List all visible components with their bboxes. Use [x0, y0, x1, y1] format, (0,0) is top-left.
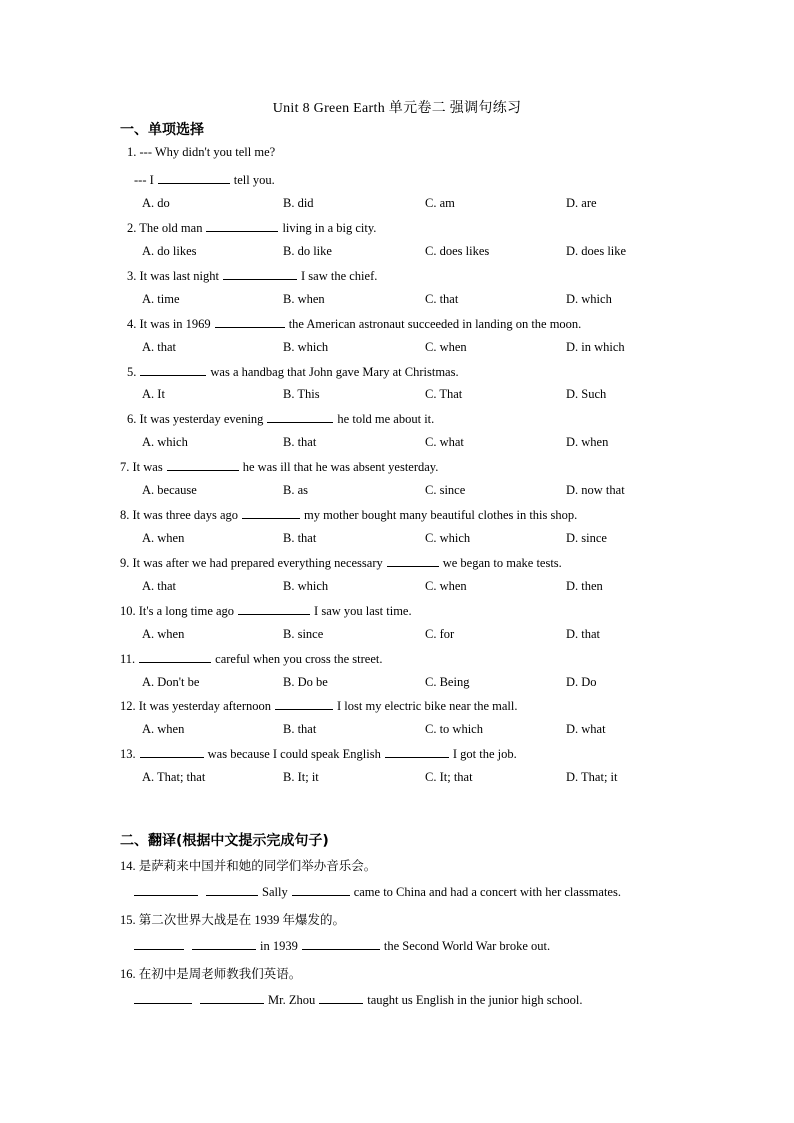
answer-blank[interactable]: [140, 746, 204, 758]
q3-option-c[interactable]: C. that: [425, 292, 459, 306]
q8-option-b[interactable]: B. that: [283, 531, 317, 545]
answer-blank[interactable]: [134, 992, 192, 1004]
translation-15-answer: in 1939 the Second World War broke out.: [134, 938, 550, 954]
q13-option-a[interactable]: A. That; that: [142, 770, 206, 784]
q5-option-b[interactable]: B. This: [283, 387, 320, 401]
section-heading-translation: 二、翻译(根据中文提示完成句子): [120, 833, 329, 849]
answer-blank[interactable]: [140, 364, 206, 376]
q8-option-d[interactable]: D. since: [566, 531, 607, 545]
q4-option-c[interactable]: C. when: [425, 340, 467, 354]
answer-blank[interactable]: [158, 172, 230, 184]
q9-option-b[interactable]: B. which: [283, 579, 329, 593]
translation-15-prompt: 15. 第二次世界大战是在 1939 年爆发的。: [120, 913, 346, 927]
q12-option-b[interactable]: B. that: [283, 722, 317, 736]
answer-blank[interactable]: [215, 316, 285, 328]
q7-option-d[interactable]: D. now that: [566, 483, 625, 497]
question-7-stem: 7. It was he was ill that he was absent yesterday.: [120, 460, 439, 474]
page-title: Unit 8 Green Earth 单元卷二 强调句练习: [272, 101, 522, 116]
question-5-stem: 5. was a handbag that John gave Mary at Christmas.: [127, 365, 459, 379]
answer-blank[interactable]: [275, 698, 333, 710]
q2-option-d[interactable]: D. does like: [566, 244, 627, 258]
q4-option-b[interactable]: B. which: [283, 340, 329, 354]
answer-blank[interactable]: [387, 555, 439, 567]
q7-option-b[interactable]: B. as: [283, 483, 308, 497]
question-1-answer-line: --- I tell you.: [134, 173, 275, 187]
translation-14-prompt: 14. 是萨莉来中国并和她的同学们举办音乐会。: [120, 859, 377, 873]
question-11-stem: 11. careful when you cross the street.: [120, 652, 383, 666]
answer-blank[interactable]: [302, 938, 380, 950]
translation-16-prompt: 16. 在初中是周老师教我们英语。: [120, 967, 302, 981]
question-9-stem: 9. It was after we had prepared everything necessary we began to make tests.: [120, 556, 562, 570]
q10-option-b[interactable]: B. since: [283, 627, 324, 641]
q6-option-b[interactable]: B. that: [283, 435, 317, 449]
q2-option-c[interactable]: C. does likes: [425, 244, 490, 258]
answer-blank[interactable]: [134, 884, 198, 896]
q13-option-d[interactable]: D. That; it: [566, 770, 618, 784]
q11-option-d[interactable]: D. Do: [566, 675, 597, 689]
q4-option-a[interactable]: A. that: [142, 340, 177, 354]
q12-option-a[interactable]: A. when: [142, 722, 185, 736]
q12-option-c[interactable]: C. to which: [425, 722, 483, 736]
answer-blank[interactable]: [192, 938, 256, 950]
answer-blank[interactable]: [385, 746, 449, 758]
answer-blank[interactable]: [242, 507, 300, 519]
q11-option-c[interactable]: C. Being: [425, 675, 470, 689]
question-1-stem: 1. --- Why didn't you tell me?: [127, 145, 276, 159]
translation-16-answer: Mr. Zhou taught us English in the junior high school.: [134, 992, 583, 1008]
q3-option-b[interactable]: B. when: [283, 292, 325, 306]
q2-option-b[interactable]: B. do like: [283, 244, 332, 258]
q7-option-a[interactable]: A. because: [142, 483, 197, 497]
q1-option-d[interactable]: D. are: [566, 196, 597, 210]
q5-option-c[interactable]: C. That: [425, 387, 463, 401]
q13-option-b[interactable]: B. It; it: [283, 770, 319, 784]
q1-option-c[interactable]: C. am: [425, 196, 455, 210]
q9-option-a[interactable]: A. that: [142, 579, 177, 593]
q10-option-c[interactable]: C. for: [425, 627, 455, 641]
question-12-stem: 12. It was yesterday afternoon I lost my electric bike near the mall.: [120, 699, 518, 713]
q5-option-d[interactable]: D. Such: [566, 387, 607, 401]
answer-blank[interactable]: [139, 651, 211, 663]
q6-option-c[interactable]: C. what: [425, 435, 464, 449]
answer-blank[interactable]: [206, 884, 258, 896]
q10-option-d[interactable]: D. that: [566, 627, 601, 641]
translation-14-answer: Sally came to China and had a concert with her classmates.: [134, 884, 621, 900]
answer-blank[interactable]: [206, 220, 278, 232]
question-13-stem: 13. was because I could speak English I got the job.: [120, 747, 517, 761]
answer-blank[interactable]: [200, 992, 264, 1004]
q9-option-d[interactable]: D. then: [566, 579, 603, 593]
question-2-stem: 2. The old man living in a big city.: [127, 221, 377, 235]
q12-option-d[interactable]: D. what: [566, 722, 606, 736]
q8-option-a[interactable]: A. when: [142, 531, 185, 545]
q4-option-d[interactable]: D. in which: [566, 340, 625, 354]
q5-option-a[interactable]: A. It: [142, 387, 165, 401]
q1-option-b[interactable]: B. did: [283, 196, 314, 210]
answer-blank[interactable]: [134, 938, 184, 950]
answer-blank[interactable]: [292, 884, 350, 896]
question-6-stem: 6. It was yesterday evening he told me about it.: [127, 412, 435, 426]
section-heading-choice: 一、单项选择: [120, 122, 204, 138]
q11-option-a[interactable]: A. Don't be: [142, 675, 200, 689]
q3-option-a[interactable]: A. time: [142, 292, 180, 306]
q13-option-c[interactable]: C. It; that: [425, 770, 473, 784]
question-8-stem: 8. It was three days ago my mother bought many beautiful clothes in this shop.: [120, 508, 578, 522]
q10-option-a[interactable]: A. when: [142, 627, 185, 641]
answer-blank[interactable]: [267, 411, 333, 423]
answer-blank[interactable]: [223, 268, 297, 280]
question-4-stem: 4. It was in 1969 the American astronaut succeeded in landing on the moon.: [127, 317, 582, 331]
q3-option-d[interactable]: D. which: [566, 292, 612, 306]
question-10-stem: 10. It's a long time ago I saw you last time.: [120, 604, 412, 618]
q7-option-c[interactable]: C. since: [425, 483, 466, 497]
answer-blank[interactable]: [167, 459, 239, 471]
q6-option-d[interactable]: D. when: [566, 435, 609, 449]
q6-option-a[interactable]: A. which: [142, 435, 188, 449]
q11-option-b[interactable]: B. Do be: [283, 675, 328, 689]
q2-option-a[interactable]: A. do likes: [142, 244, 197, 258]
q1-option-a[interactable]: A. do: [142, 196, 170, 210]
q9-option-c[interactable]: C. when: [425, 579, 467, 593]
q8-option-c[interactable]: C. which: [425, 531, 471, 545]
answer-blank[interactable]: [319, 992, 363, 1004]
question-3-stem: 3. It was last night I saw the chief.: [127, 269, 378, 283]
answer-blank[interactable]: [238, 603, 310, 615]
